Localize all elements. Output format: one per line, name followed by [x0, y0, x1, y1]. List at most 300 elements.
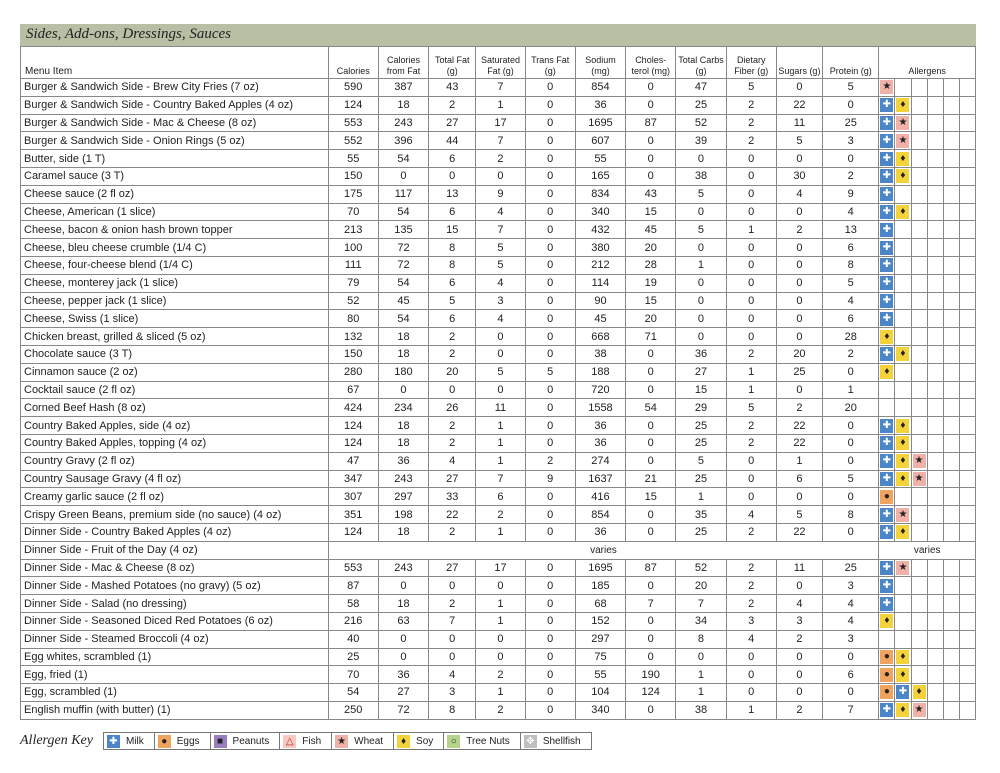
allergen-cell: [959, 328, 975, 346]
nutrient-value: 124: [328, 96, 378, 114]
allergen-cell: [879, 132, 895, 150]
menu-item-name: Caramel sauce (3 T): [21, 167, 329, 185]
soy-icon: ♦: [880, 614, 893, 628]
nutrient-value: 0: [429, 648, 476, 666]
allergen-cell: [911, 595, 927, 613]
nutrient-value: 4: [726, 630, 776, 648]
nutrition-varies: varies: [328, 541, 879, 559]
nutrient-value: 0: [776, 310, 822, 328]
nutrient-value: 4: [429, 666, 476, 684]
allergen-cell: [879, 345, 895, 363]
nutrient-value: 0: [525, 559, 575, 577]
allergen-cell: [895, 648, 911, 666]
allergen-cell: [911, 506, 927, 524]
allergen-cell: [959, 185, 975, 203]
nutrient-value: 2: [726, 523, 776, 541]
nutrient-value: 15: [676, 381, 726, 399]
nutrient-value: 0: [676, 648, 726, 666]
nutrient-value: 0: [726, 203, 776, 221]
nutrient-value: 100: [328, 239, 378, 257]
nutrient-value: 25: [676, 96, 726, 114]
allergen-cell: [959, 292, 975, 310]
menu-item-name: Dinner Side - Mashed Potatoes (no gravy) (5 oz): [21, 577, 329, 595]
allergen-cell: [959, 506, 975, 524]
nutrient-value: 0: [823, 523, 879, 541]
allergen-cell: [895, 150, 911, 168]
soy-icon: ♦: [896, 347, 909, 361]
col-header-cholesterol: Choles-terol (mg): [626, 47, 676, 79]
nutrient-value: 5: [776, 132, 822, 150]
nutrient-value: 0: [525, 328, 575, 346]
allergen-cell: [927, 114, 943, 132]
nutrient-value: 80: [328, 310, 378, 328]
nutrient-value: 20: [626, 239, 676, 257]
menu-item-name: Dinner Side - Seasoned Diced Red Potatoes (6 oz): [21, 612, 329, 630]
nutrient-value: 243: [378, 470, 428, 488]
nutrient-value: 0: [378, 648, 428, 666]
allergen-key-milk: [103, 732, 155, 750]
nutrient-value: 0: [378, 167, 428, 185]
allergen-cell: [927, 203, 943, 221]
nutrient-value: 17: [476, 114, 525, 132]
allergen-cell: [895, 328, 911, 346]
wheat-icon: ★: [913, 703, 926, 717]
allergen-key-shellfish: [520, 732, 592, 750]
allergen-cell: [895, 203, 911, 221]
nutrient-value: 0: [626, 506, 676, 524]
allergen-cell: [879, 96, 895, 114]
table-row: [21, 488, 976, 506]
allergen-cell: [943, 345, 959, 363]
allergen-cell: [927, 256, 943, 274]
menu-item-name: Cinnamon sauce (2 oz): [21, 363, 329, 381]
nutrient-value: 36: [575, 434, 625, 452]
nutrient-value: 2: [429, 96, 476, 114]
allergen-cell: [879, 399, 895, 417]
allergen-cell: [895, 185, 911, 203]
nutrient-value: 29: [676, 399, 726, 417]
nutrient-value: 0: [626, 150, 676, 168]
menu-item-name: Cocktail sauce (2 fl oz): [21, 381, 329, 399]
nutrient-value: 1: [476, 684, 525, 702]
nutrient-value: 87: [328, 577, 378, 595]
nutrient-value: 124: [328, 523, 378, 541]
nutrient-value: 0: [476, 345, 525, 363]
allergen-cell: [959, 452, 975, 470]
allergen-cell: [927, 363, 943, 381]
nutrient-value: 387: [378, 79, 428, 97]
section-title: Sides, Add-ons, Dressings, Sauces: [26, 26, 231, 42]
nutrient-value: 18: [378, 595, 428, 613]
nutrition-table: [20, 46, 976, 720]
menu-item-name: Corned Beef Hash (8 oz): [21, 399, 329, 417]
allergen-cell: [959, 221, 975, 239]
nutrient-value: 0: [525, 345, 575, 363]
nutrient-value: 2: [776, 221, 822, 239]
allergen-cell: [943, 114, 959, 132]
nutrient-value: 0: [525, 203, 575, 221]
nutrient-value: 18: [378, 345, 428, 363]
nutrient-value: 0: [676, 239, 726, 257]
nutrient-value: 2: [726, 595, 776, 613]
nutrient-value: 22: [776, 417, 822, 435]
allergen-cell: [879, 666, 895, 684]
nutrient-value: 6: [776, 470, 822, 488]
eggs-icon: ●: [880, 685, 893, 699]
nutrient-value: 0: [525, 96, 575, 114]
nutrient-value: 0: [726, 488, 776, 506]
allergen-key-peanuts: [210, 732, 281, 750]
nutrient-value: 0: [726, 310, 776, 328]
nutrient-value: 8: [429, 239, 476, 257]
nutrient-value: 9: [476, 185, 525, 203]
nutrient-value: 432: [575, 221, 625, 239]
allergen-cell: [895, 292, 911, 310]
nutrient-value: 0: [626, 417, 676, 435]
allergen-cell: [927, 221, 943, 239]
nutrient-value: 6: [823, 666, 879, 684]
allergen-cell: [959, 256, 975, 274]
nutrient-value: 27: [378, 684, 428, 702]
menu-item-name: Dinner Side - Country Baked Apples (4 oz): [21, 523, 329, 541]
nutrient-value: 0: [429, 577, 476, 595]
allergen-cell: [911, 132, 927, 150]
nutrient-value: 2: [776, 399, 822, 417]
table-row: [21, 79, 976, 97]
nutrient-value: 0: [726, 470, 776, 488]
nutrient-value: 185: [575, 577, 625, 595]
nutrient-value: 25: [776, 363, 822, 381]
allergen-cell: [911, 577, 927, 595]
nutrient-value: 25: [823, 114, 879, 132]
nutrient-value: 0: [676, 274, 726, 292]
table-row: [21, 595, 976, 613]
nutrient-value: 2: [726, 96, 776, 114]
allergen-cell: [879, 363, 895, 381]
nutrient-value: 4: [476, 310, 525, 328]
table-row: [21, 559, 976, 577]
nutrient-value: 28: [823, 328, 879, 346]
nutrient-value: 79: [328, 274, 378, 292]
nutrient-value: 2: [429, 523, 476, 541]
nutrient-value: 124: [328, 417, 378, 435]
nutrient-value: 0: [476, 328, 525, 346]
allergen-cell: [911, 256, 927, 274]
nutrient-value: 7: [476, 132, 525, 150]
wheat-icon: ★: [335, 735, 348, 748]
allergen-cell: [927, 559, 943, 577]
nutrient-value: 0: [525, 577, 575, 595]
allergens-varies: varies: [879, 541, 976, 559]
nutrient-value: 90: [575, 292, 625, 310]
soy-icon: ♦: [896, 525, 909, 539]
nutrient-value: 150: [328, 167, 378, 185]
allergen-cell: [879, 150, 895, 168]
nutrient-value: 0: [525, 506, 575, 524]
allergen-cell: [911, 399, 927, 417]
allergen-cell: [879, 559, 895, 577]
nutrient-value: 1: [726, 381, 776, 399]
allergen-cell: [943, 577, 959, 595]
allergen-key-label: Eggs: [176, 735, 200, 747]
allergen-cell: [911, 167, 927, 185]
nutrient-value: 340: [575, 203, 625, 221]
nutrient-value: 13: [823, 221, 879, 239]
milk-icon: ✚: [880, 134, 893, 148]
nutrient-value: 0: [476, 167, 525, 185]
table-row: [21, 381, 976, 399]
allergen-cell: [895, 506, 911, 524]
nutrient-value: 0: [726, 185, 776, 203]
allergen-cell: [911, 559, 927, 577]
milk-icon: ✚: [880, 561, 893, 575]
col-header-total-carbs: Total Carbs (g): [676, 47, 726, 79]
allergen-cell: [911, 452, 927, 470]
menu-item-name: Burger & Sandwich Side - Mac & Cheese (8 oz): [21, 114, 329, 132]
menu-item-name: Creamy garlic sauce (2 fl oz): [21, 488, 329, 506]
menu-item-name: Country Baked Apples, side (4 oz): [21, 417, 329, 435]
col-header-sugars: Sugars (g): [776, 47, 822, 79]
allergen-cell: [895, 399, 911, 417]
nutrient-value: 5: [776, 506, 822, 524]
allergen-cell: [911, 203, 927, 221]
allergen-cell: [879, 701, 895, 719]
milk-icon: ✚: [880, 525, 893, 539]
nutrient-value: 2: [476, 506, 525, 524]
menu-item-name: Cheese, pepper jack (1 slice): [21, 292, 329, 310]
allergen-cell: [927, 96, 943, 114]
nutrient-value: 0: [525, 523, 575, 541]
table-row: [21, 630, 976, 648]
allergen-key-fish: [279, 732, 332, 750]
allergen-cell: [943, 185, 959, 203]
allergen-cell: [879, 488, 895, 506]
nutrient-value: 5: [476, 256, 525, 274]
allergen-cell: [895, 577, 911, 595]
nutrient-value: 834: [575, 185, 625, 203]
allergen-cell: [959, 399, 975, 417]
allergen-cell: [895, 595, 911, 613]
menu-item-name: Cheese, monterey jack (1 slice): [21, 274, 329, 292]
allergen-cell: [943, 488, 959, 506]
nutrient-value: 2: [726, 132, 776, 150]
nutrient-value: 0: [525, 310, 575, 328]
allergen-cell: [911, 150, 927, 168]
menu-item-name: Chocolate sauce (3 T): [21, 345, 329, 363]
nutrient-value: 3: [429, 684, 476, 702]
nutrient-value: 19: [626, 274, 676, 292]
nutrient-value: 1: [726, 221, 776, 239]
allergen-cell: [895, 488, 911, 506]
nutrient-value: 4: [429, 452, 476, 470]
allergen-key-title: Allergen Key: [20, 733, 93, 748]
nutrient-value: 7: [823, 701, 879, 719]
nutrient-value: 0: [525, 666, 575, 684]
allergen-key-label: Milk: [125, 735, 144, 747]
allergen-cell: [895, 559, 911, 577]
nutrient-value: 20: [429, 363, 476, 381]
allergen-cell: [959, 488, 975, 506]
nutrient-value: 55: [575, 666, 625, 684]
nutrient-value: 70: [328, 666, 378, 684]
header-row: [21, 47, 976, 79]
allergen-cell: [927, 167, 943, 185]
nutrient-value: 165: [575, 167, 625, 185]
nutrient-value: 2: [476, 701, 525, 719]
nutrient-value: 234: [378, 399, 428, 417]
allergen-cell: [911, 114, 927, 132]
nutrient-value: 20: [776, 345, 822, 363]
col-header-allergens: Allergens: [879, 47, 976, 79]
nutrient-value: 132: [328, 328, 378, 346]
nutrient-value: 0: [525, 114, 575, 132]
nutrient-value: 7: [626, 595, 676, 613]
menu-item-name: Dinner Side - Fruit of the Day (4 oz): [21, 541, 329, 559]
nutrient-value: 15: [626, 203, 676, 221]
nutrient-value: 0: [776, 577, 822, 595]
nutrient-value: 1: [476, 595, 525, 613]
nutrient-value: 18: [378, 523, 428, 541]
allergen-cell: [895, 363, 911, 381]
milk-icon: ✚: [880, 276, 893, 290]
allergen-cell: [895, 381, 911, 399]
allergen-cell: [927, 185, 943, 203]
nutrient-value: 0: [626, 79, 676, 97]
milk-icon: ✚: [880, 472, 893, 486]
nutrient-value: 55: [575, 150, 625, 168]
allergen-cell: [943, 150, 959, 168]
nutrient-value: 553: [328, 559, 378, 577]
table-row: [21, 185, 976, 203]
nutrient-value: 36: [676, 345, 726, 363]
nutrient-value: 0: [525, 630, 575, 648]
allergen-cell: [895, 310, 911, 328]
milk-icon: ✚: [880, 454, 893, 468]
nutrient-value: 35: [676, 506, 726, 524]
allergen-cell: [911, 328, 927, 346]
nutrient-value: 0: [823, 488, 879, 506]
nutrient-value: 0: [525, 381, 575, 399]
nutrient-value: 36: [378, 666, 428, 684]
nutrient-value: 0: [776, 684, 822, 702]
allergen-cell: [959, 345, 975, 363]
allergen-cell: [927, 79, 943, 97]
table-row: [21, 523, 976, 541]
nutrient-value: 0: [429, 381, 476, 399]
nutrient-value: 44: [429, 132, 476, 150]
wheat-icon: ★: [913, 472, 926, 486]
nutrient-value: 7: [429, 612, 476, 630]
nutrient-value: 1: [676, 256, 726, 274]
nutrient-value: 22: [776, 434, 822, 452]
table-row: [21, 399, 976, 417]
table-row: [21, 96, 976, 114]
nutrient-value: 38: [676, 701, 726, 719]
allergen-cell: [895, 684, 911, 702]
nutrient-value: 4: [776, 185, 822, 203]
nutrient-value: 2: [726, 417, 776, 435]
allergen-cell: [959, 684, 975, 702]
nutrient-value: 8: [429, 701, 476, 719]
nutrient-value: 58: [328, 595, 378, 613]
milk-icon: ✚: [880, 436, 893, 450]
eggs-icon: ●: [158, 735, 171, 748]
nutrient-value: 0: [476, 381, 525, 399]
allergen-cell: [959, 666, 975, 684]
nutrient-value: 8: [823, 506, 879, 524]
nutrient-value: 0: [626, 612, 676, 630]
allergen-cell: [959, 363, 975, 381]
allergen-cell: [895, 96, 911, 114]
nutrient-value: 0: [776, 79, 822, 97]
allergen-cell: [911, 684, 927, 702]
nutrient-value: 2: [776, 630, 822, 648]
nutrient-value: 854: [575, 506, 625, 524]
allergen-cell: [911, 292, 927, 310]
nutrient-value: 25: [676, 470, 726, 488]
allergen-key-treenuts: [443, 732, 521, 750]
nutrient-value: 0: [525, 256, 575, 274]
allergen-cell: [879, 506, 895, 524]
soy-icon: ♦: [880, 365, 893, 379]
nutrient-value: 243: [378, 114, 428, 132]
nutrient-value: 124: [626, 684, 676, 702]
allergen-cell: [879, 79, 895, 97]
nutrient-value: 0: [525, 167, 575, 185]
table-row: [21, 239, 976, 257]
nutrient-value: 6: [476, 488, 525, 506]
nutrient-value: 6: [823, 239, 879, 257]
allergen-cell: [911, 274, 927, 292]
nutrient-value: 11: [476, 399, 525, 417]
nutrient-value: 0: [676, 310, 726, 328]
allergen-cell: [895, 666, 911, 684]
nutrient-value: 45: [626, 221, 676, 239]
nutrient-value: 30: [776, 167, 822, 185]
allergen-cell: [895, 701, 911, 719]
allergen-cell: [959, 612, 975, 630]
allergen-cell: [959, 559, 975, 577]
table-row: [21, 684, 976, 702]
table-row: [21, 452, 976, 470]
eggs-icon: ●: [880, 668, 893, 682]
col-header-menu-item: Menu Item: [21, 47, 329, 79]
nutrient-value: 21: [626, 470, 676, 488]
allergen-cell: [943, 417, 959, 435]
allergen-cell: [879, 114, 895, 132]
wheat-icon: ★: [896, 561, 909, 575]
allergen-cell: [959, 417, 975, 435]
eggs-icon: ●: [880, 650, 893, 664]
nutrient-value: 6: [429, 203, 476, 221]
nutrient-value: 213: [328, 221, 378, 239]
nutrient-value: 104: [575, 684, 625, 702]
allergen-cell: [911, 345, 927, 363]
nutrient-value: 0: [676, 203, 726, 221]
table-row: [21, 648, 976, 666]
nutrient-value: 5: [476, 363, 525, 381]
nutrient-value: 34: [676, 612, 726, 630]
nutrient-value: 4: [476, 203, 525, 221]
nutrient-value: 5: [823, 470, 879, 488]
nutrient-value: 15: [429, 221, 476, 239]
nutrient-value: 8: [676, 630, 726, 648]
nutrient-value: 3: [823, 132, 879, 150]
nutrient-value: 2: [726, 577, 776, 595]
nutrient-value: 111: [328, 256, 378, 274]
allergen-cell: [943, 292, 959, 310]
nutrient-value: 27: [429, 114, 476, 132]
